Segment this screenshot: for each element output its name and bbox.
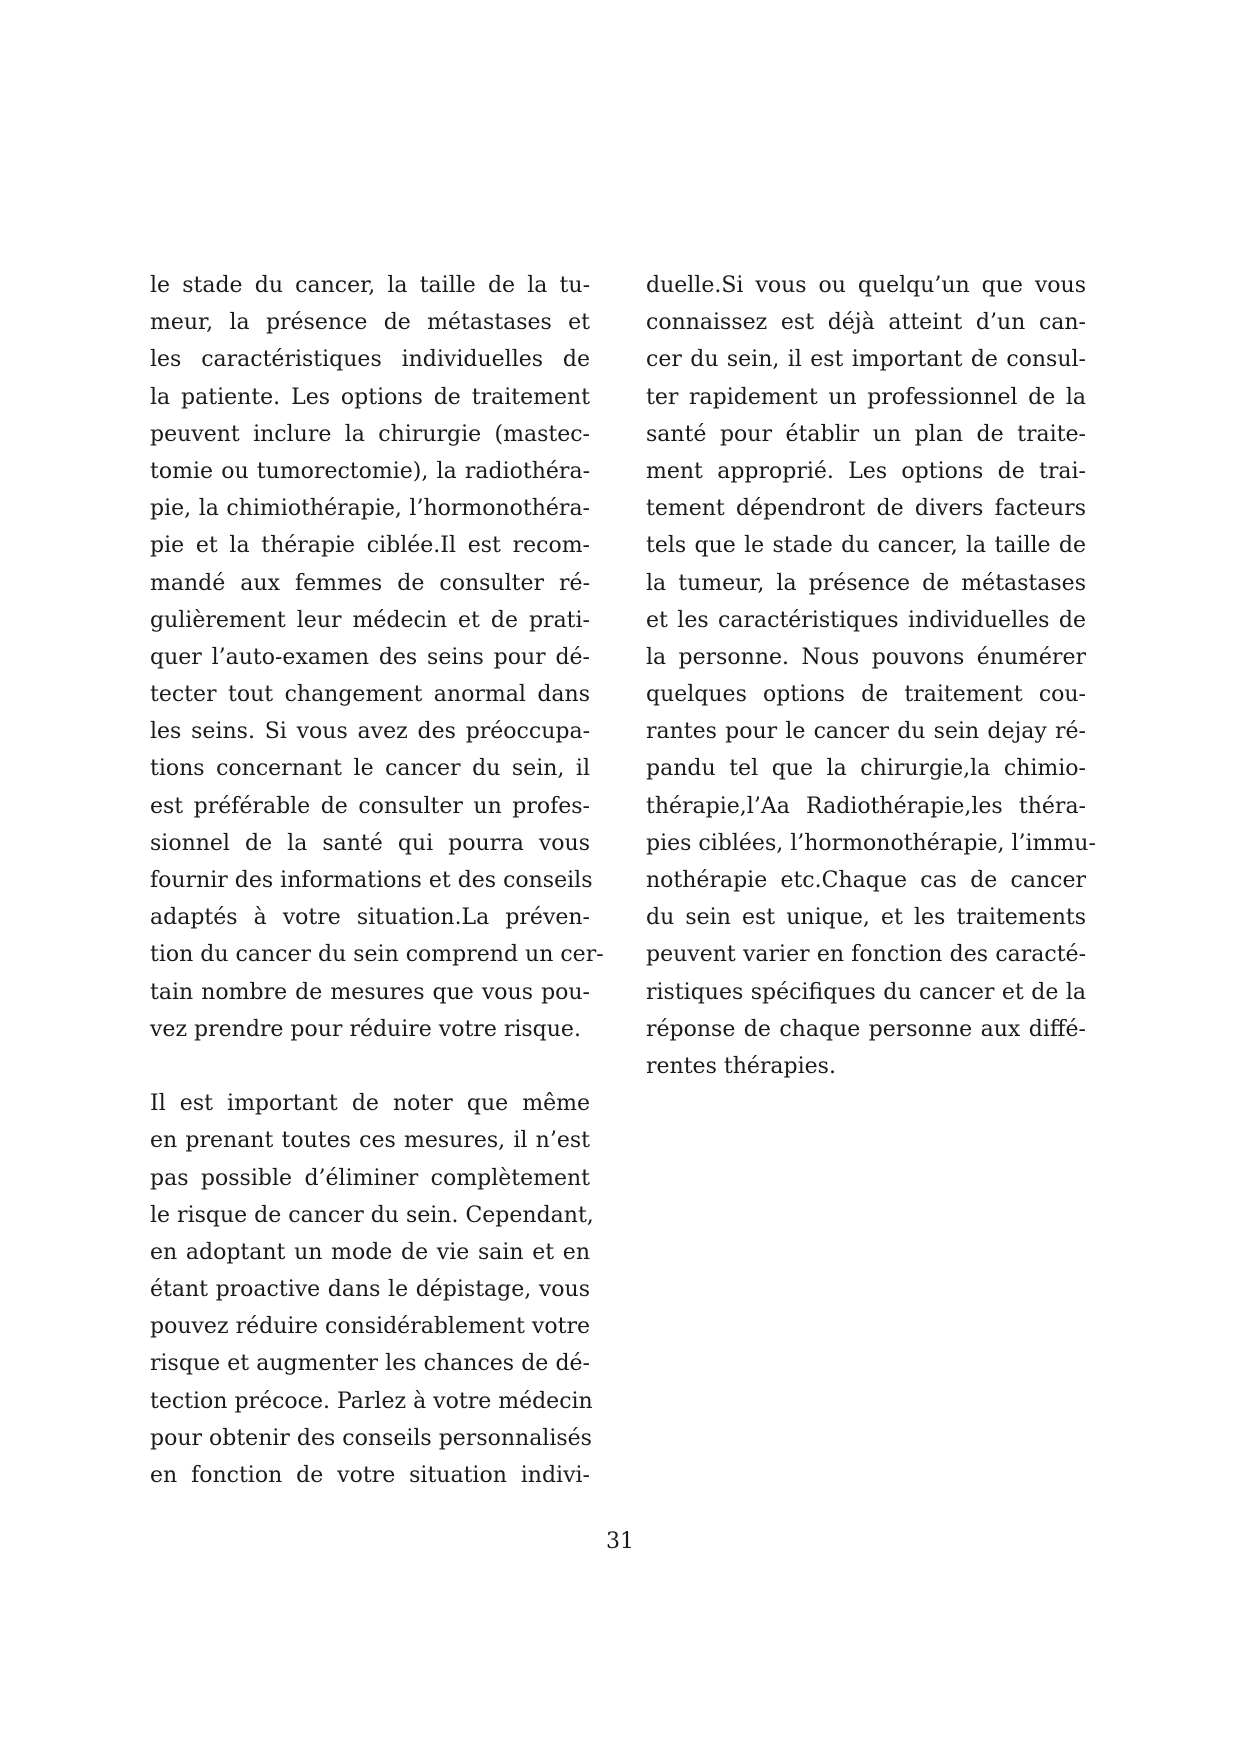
left-column bbox=[150, 267, 604, 1494]
text-line: santé pour établir un plan de traite- bbox=[646, 421, 1086, 447]
text-line: quelques options de traitement cou- bbox=[646, 682, 1086, 708]
text-line: pas possible d’éliminer complètement bbox=[150, 1165, 590, 1191]
text-line: ter rapidement un professionnel de la bbox=[646, 384, 1086, 410]
text-line: pouvez réduire considérablement votre bbox=[150, 1314, 590, 1340]
text-line: adaptés à votre situation.La préven- bbox=[150, 905, 590, 931]
text-line: en fonction de votre situation indivi- bbox=[150, 1463, 590, 1488]
page-number: 31 bbox=[606, 1529, 634, 1554]
left-paragraph-1 bbox=[150, 267, 604, 1048]
text-line: peuvent varier en fonction des caracté- bbox=[646, 942, 1086, 968]
text-line: le stade du cancer, la taille de la tu- bbox=[150, 273, 590, 298]
text-line: ment approprié. Les options de trai- bbox=[646, 458, 1086, 484]
text-line: cer du sein, il est important de consul- bbox=[646, 347, 1086, 373]
text-line: les caractéristiques individuelles de bbox=[150, 347, 590, 373]
text-line: et les caractéristiques individuelles de bbox=[646, 607, 1086, 633]
text-line: étant proactive dans le dépistage, vous bbox=[150, 1277, 590, 1303]
text-line: vez prendre pour réduire votre risque. bbox=[150, 1016, 581, 1042]
text-line: fournir des informations et des conseils bbox=[150, 868, 593, 893]
text-line: sionnel de la santé qui pourra vous bbox=[150, 830, 590, 856]
text-line: la personne. Nous pouvons énumérer bbox=[646, 644, 1086, 670]
text-line: les seins. Si vous avez des préoccupa- bbox=[150, 719, 590, 745]
text-line: tomie ou tumorectomie), la radiothéra- bbox=[150, 458, 590, 484]
text-line: tion du cancer du sein comprend un cer- bbox=[150, 942, 604, 968]
text-line: en prenant toutes ces mesures, il n’est bbox=[150, 1128, 590, 1154]
paragraph-gap bbox=[150, 1048, 590, 1085]
text-line: la patiente. Les options de traitement bbox=[150, 384, 590, 410]
left-paragraph-2 bbox=[150, 1085, 594, 1494]
text-line: nothérapie etc.Chaque cas de cancer bbox=[646, 868, 1086, 893]
text-line: pie, la chimiothérapie, l’hormonothéra- bbox=[150, 496, 590, 522]
right-column bbox=[646, 267, 1096, 1085]
text-line: réponse de chaque personne aux diffé- bbox=[646, 1016, 1086, 1042]
text-line: le risque de cancer du sein. Cependant, bbox=[150, 1202, 594, 1228]
text-line: mandé aux femmes de consulter ré- bbox=[150, 570, 590, 596]
text-line: tain nombre de mesures que vous pou- bbox=[150, 979, 590, 1005]
text-line: pie et la thérapie ciblée.Il est recom- bbox=[150, 533, 590, 559]
text-line: en adoptant un mode de vie sain et en bbox=[150, 1239, 590, 1265]
text-line: tions concernant le cancer du sein, il bbox=[150, 756, 590, 782]
text-line: la tumeur, la présence de métastases bbox=[646, 570, 1086, 596]
text-line: Il est important de noter que même bbox=[150, 1091, 590, 1117]
text-line: peuvent inclure la chirurgie (mastec- bbox=[150, 421, 590, 447]
text-line: tecter tout changement anormal dans bbox=[150, 682, 590, 708]
text-line: pies ciblées, l’hormonothérapie, l’immu- bbox=[646, 830, 1096, 856]
text-line: risque et augmenter les chances de dé- bbox=[150, 1351, 590, 1377]
text-line: thérapie,l’Aa Radiothérapie,les théra- bbox=[646, 793, 1086, 819]
text-line: tection précoce. Parlez à votre médecin bbox=[150, 1388, 593, 1414]
text-line: duelle.Si vous ou quelqu’un que vous bbox=[646, 273, 1086, 298]
text-line: tement dépendront de divers facteurs bbox=[646, 496, 1086, 522]
text-line: tels que le stade du cancer, la taille de bbox=[646, 533, 1086, 559]
text-line: ristiques spécifiques du cancer et de la bbox=[646, 979, 1086, 1005]
text-line: connaissez est déjà atteint d’un can- bbox=[646, 310, 1086, 336]
text-line: rentes thérapies. bbox=[646, 1053, 836, 1079]
text-line: rantes pour le cancer du sein dejay ré- bbox=[646, 719, 1086, 745]
right-paragraph-1 bbox=[646, 267, 1096, 1085]
text-line: meur, la présence de métastases et bbox=[150, 310, 590, 336]
text-line: est préférable de consulter un profes- bbox=[150, 793, 590, 819]
text-line: quer l’auto-examen des seins pour dé- bbox=[150, 644, 590, 670]
text-line: pour obtenir des conseils personnalisés bbox=[150, 1425, 592, 1451]
text-line: gulièrement leur médecin et de prati- bbox=[150, 607, 590, 633]
text-line: pandu tel que la chirurgie,la chimio- bbox=[646, 756, 1086, 782]
text-line: du sein est unique, et les traitements bbox=[646, 905, 1086, 931]
